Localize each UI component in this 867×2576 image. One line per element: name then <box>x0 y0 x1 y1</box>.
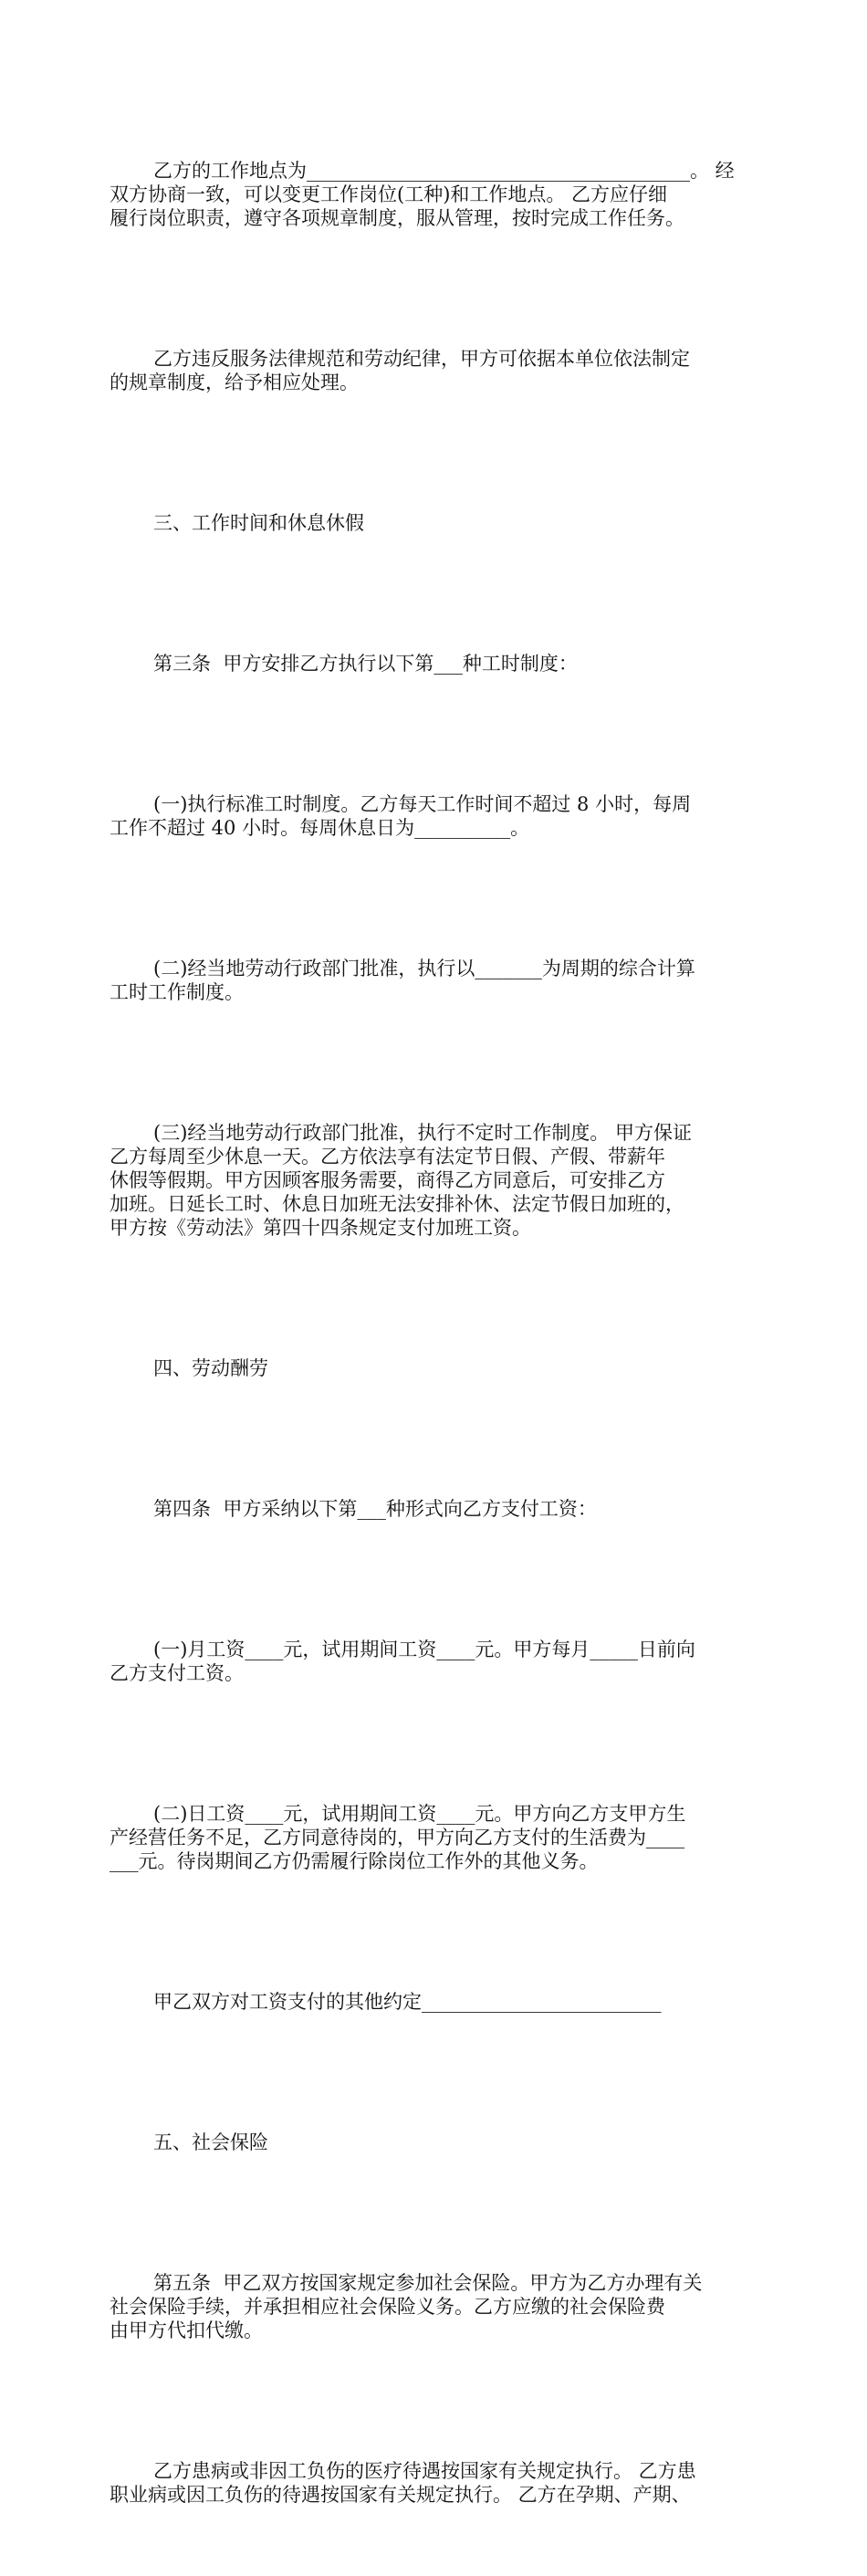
text-line: 第四条 甲方采纳以下第___种形式向乙方支付工资： <box>153 1498 597 1520</box>
text-line: 第五条 甲乙双方按国家规定参加社会保险。甲方为乙方办理有关 <box>153 2272 703 2294</box>
article-3-item-3 <box>110 1073 752 1287</box>
article-3-item-2 <box>110 909 752 1052</box>
section-heading-social-insurance <box>131 2083 752 2202</box>
text-line: 产经营任务不足，乙方同意待岗的，甲方向乙方支付的生活费为____ <box>110 1827 684 1848</box>
text-line: 乙方患病或非因工负伤的医疗待遇按国家有关规定执行。 乙方患 <box>153 2460 696 2482</box>
text-line: (二)经当地劳动行政部门批准，执行以_______为周期的综合计算 <box>153 958 695 979</box>
text-line: 甲方按《劳动法》第四十四条规定支付加班工资。 <box>110 1217 531 1239</box>
text-line: 乙方每周至少休息一天。乙方依法享有法定节日假、产假、带薪年 <box>110 1146 665 1168</box>
article-5 <box>110 2224 752 2390</box>
contract-body <box>110 111 752 2576</box>
text-line: (一)月工资____元，试用期间工资____元。甲方每月_____日前向 <box>153 1639 695 1660</box>
article-4 <box>131 1450 752 1568</box>
article-3-item-1 <box>110 745 752 887</box>
paragraph-discipline <box>110 299 752 442</box>
text-line: 乙方支付工资。 <box>110 1662 244 1684</box>
text-line: 第三条 甲方安排乙方执行以下第___种工时制度： <box>153 653 578 675</box>
text-line: 由甲方代扣代缴。 <box>110 2319 263 2341</box>
heading-text: 四、劳动酬劳 <box>153 1357 268 1379</box>
heading-text: 三、工作时间和休息休假 <box>153 512 364 534</box>
text-line: 休假等假期。甲方因顾客服务需要，商得乙方同意后，可安排乙方 <box>110 1169 665 1191</box>
text-line: 加班。日延长工时、休息日加班无法安排补休、法定节假日加班的， <box>110 1193 684 1215</box>
section-heading-remuneration <box>131 1309 752 1428</box>
section-heading-working-hours <box>131 464 752 582</box>
text-line: 职业病或因工负伤的待遇按国家有关规定执行。 乙方在孕期、产期、 <box>110 2484 691 2506</box>
medical-treatment <box>110 2412 752 2554</box>
text-line: 乙方违反服务法律规范和劳动纪律，甲方可依据本单位依法制定 <box>153 348 690 370</box>
text-line: 的规章制度，给予相应处理。 <box>110 372 359 393</box>
text-line: 乙方的工作地点为________________________________________。 经 <box>153 160 735 182</box>
text-line: 社会保险手续，并承担相应社会保险义务。乙方应缴的社会保险费 <box>110 2296 665 2318</box>
text-line: (三)经当地劳动行政部门批准，执行不定时工作制度。 甲方保证 <box>153 1122 693 1144</box>
heading-text: 五、社会保险 <box>153 2131 268 2153</box>
text-line: 甲乙双方对工资支付的其他约定_________________________ <box>153 1991 662 2013</box>
article-3 <box>131 604 752 723</box>
text-line: 工作不超过 40 小时。每周休息日为__________。 <box>110 817 530 839</box>
article-4-item-2 <box>110 1754 752 1921</box>
text-line: 双方协商一致，可以变更工作岗位(工种)和工作地点。 乙方应仔细 <box>110 183 668 205</box>
other-wage-terms <box>131 1942 752 2061</box>
text-line: (二)日工资____元，试用期间工资____元。甲方向乙方支甲方生 <box>153 1803 686 1825</box>
text-line: ___元。待岗期间乙方仍需履行除岗位工作外的其他义务。 <box>110 1850 599 1872</box>
paragraph-work-location <box>110 111 752 277</box>
text-line: 履行岗位职责，遵守各项规章制度，服从管理，按时完成工作任务。 <box>110 207 684 229</box>
text-line: 工时工作制度。 <box>110 981 244 1003</box>
text-line: (一)执行标准工时制度。乙方每天工作时间不超过 8 小时，每周 <box>153 793 692 815</box>
article-4-item-1 <box>110 1590 752 1733</box>
